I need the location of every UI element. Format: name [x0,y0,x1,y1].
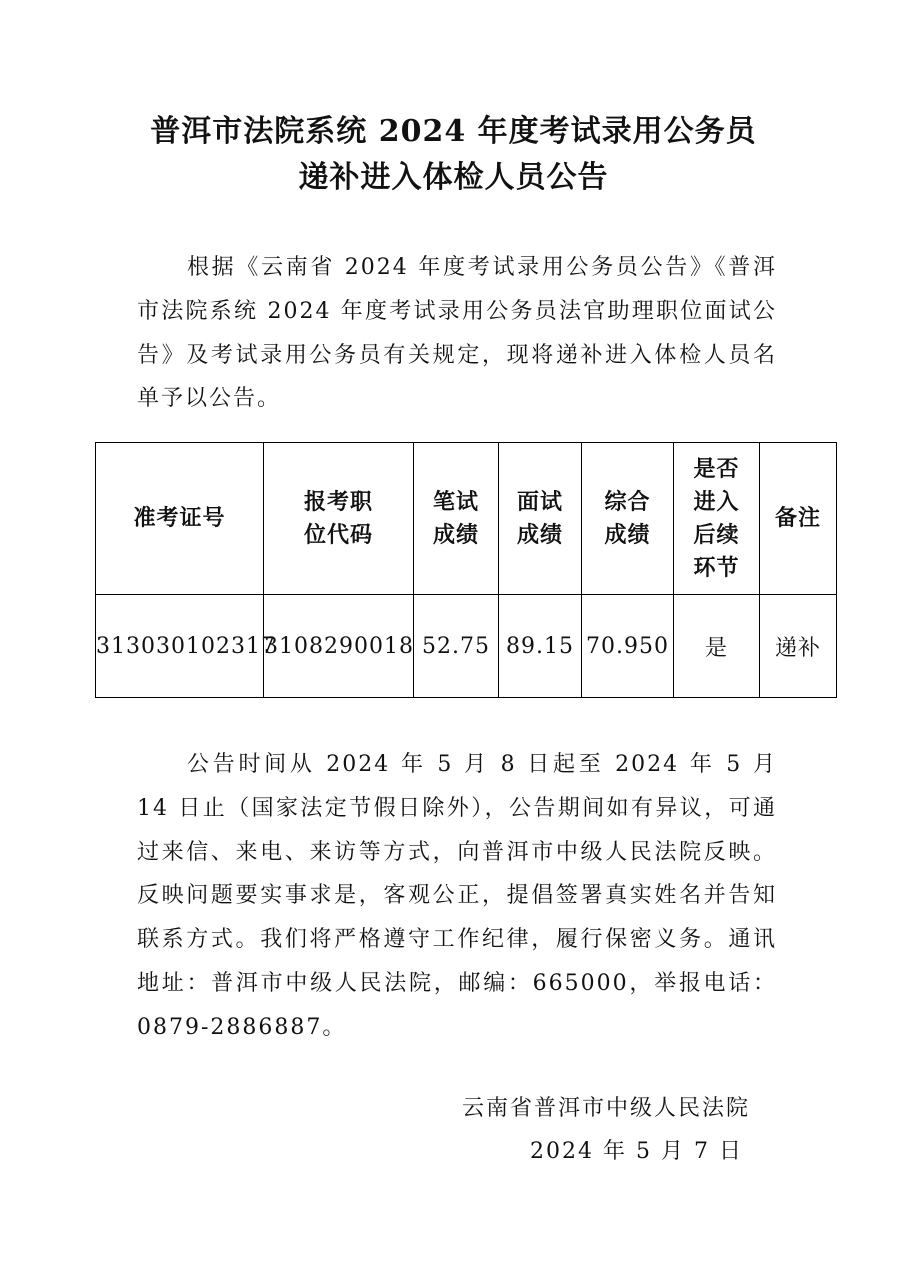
header-remark: 备注 [760,443,837,595]
cell-next-stage: 是 [674,595,760,698]
title-line-1: 普洱市法院系统 2024 年度考试录用公务员 [150,114,757,149]
header-position-code: 报考职位代码 [264,443,414,595]
cell-written-score: 52.75 [414,595,499,698]
header-exam-number: 准考证号 [96,443,264,595]
candidate-table [95,442,837,698]
cell-position-code: 3108290018 [264,595,414,698]
cell-total-score: 70.950 [582,595,674,698]
table-row [96,595,837,698]
signing-date: 2024 年 5 月 7 日 [530,1139,743,1164]
title-line-2: 递补进入体检人员公告 [298,160,609,195]
intro-paragraph: 根据《云南省 2024 年度考试录用公务员公告》《普洱市法院系统 2024 年度考试录用公务员法官助理职位面试公告》及考试录用公务员有关规定，现将递补进入体检人员名单予以公告。 [137,255,777,412]
header-total-score: 综合成绩 [582,443,674,595]
header-next-stage: 是否进入后续环节 [674,443,760,595]
notice-paragraph: 公告时间从 2024 年 5 月 8 日起至 2024 年 5 月 14 日止（国家法定节假日除外），公告期间如有异议，可通过来信、来电、来访等方式，向普洱市中级人民法院反映。反映问题要实事求是，客观公正，提倡签署真实姓名并告知联系方式。我们将严格遵守工作纪律，履行保密义务。通讯地址：普洱市中级人民法院，邮编：665000，举报电话：0879-2886887。 [137,752,777,1040]
header-interview-score: 面试成绩 [499,443,582,595]
signer: 云南省普洱市中级人民法院 [462,1096,751,1121]
cell-remark: 递补 [760,595,837,698]
cell-exam-number: 313030102317 [96,595,264,698]
header-written-score: 笔试成绩 [414,443,499,595]
cell-interview-score: 89.15 [499,595,582,698]
table-header-row [96,443,837,595]
